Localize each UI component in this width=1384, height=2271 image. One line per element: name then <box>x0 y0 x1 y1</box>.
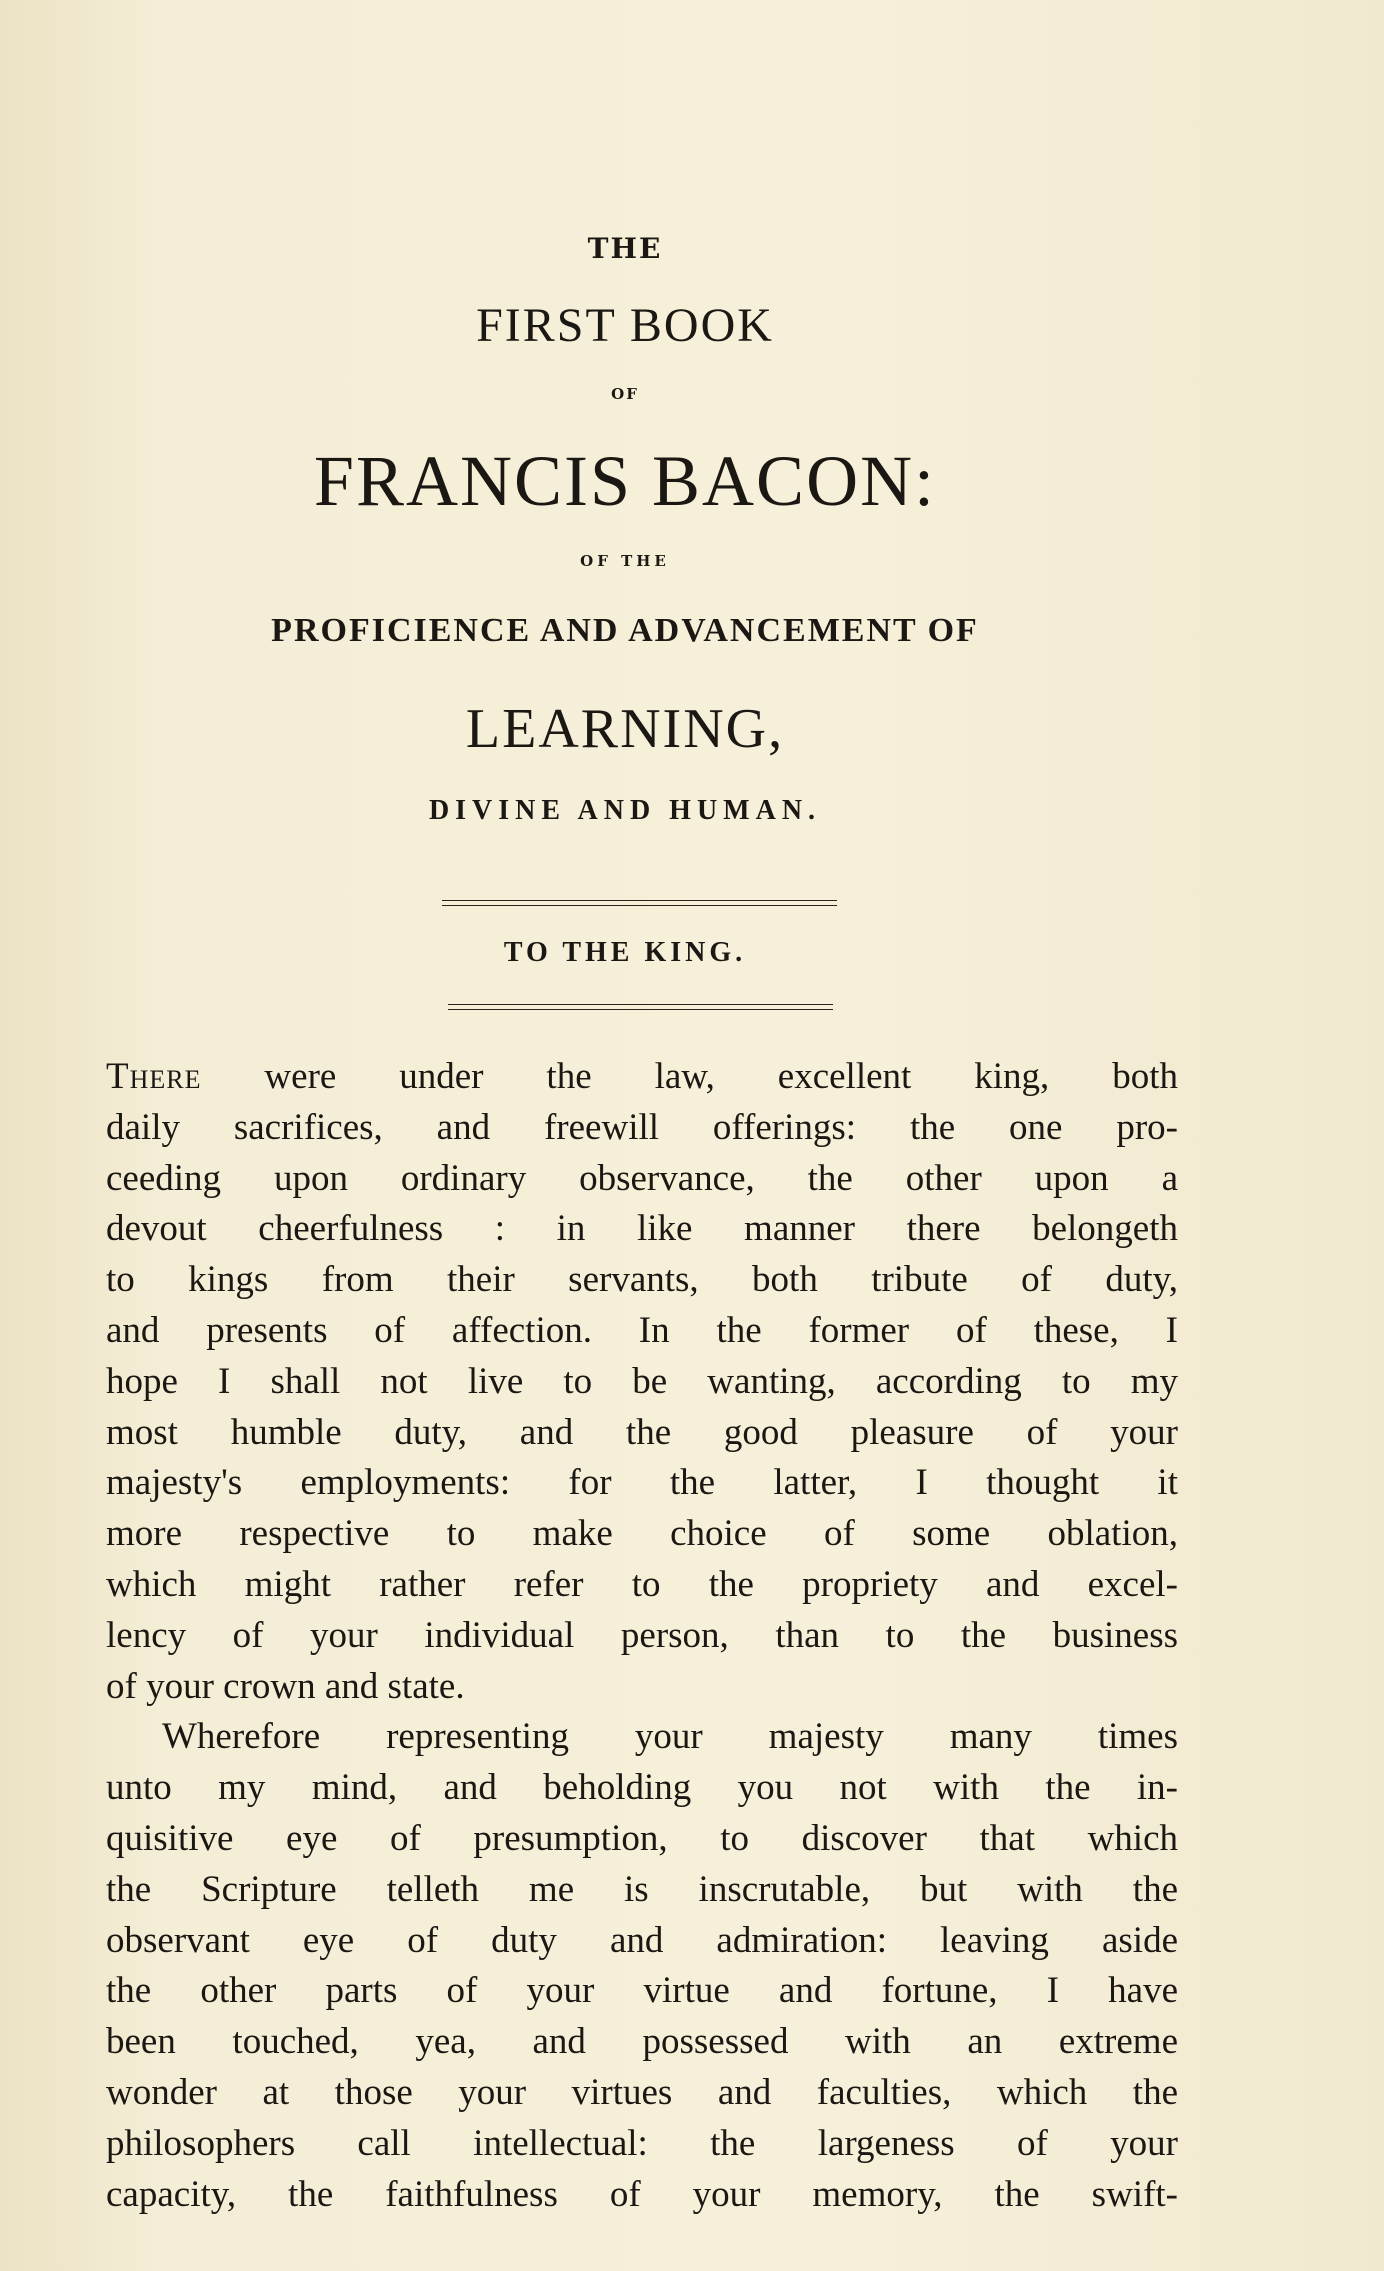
paragraph-2-line: wonder at those your virtues and faculties, which the <box>106 2071 1178 2113</box>
title-first-book: FIRST BOOK <box>476 299 774 352</box>
paragraph-2-line: observant eye of duty and admiration: leaving aside <box>106 1919 1178 1961</box>
paragraph-1-line: most humble duty, and the good pleasure of your <box>106 1411 1178 1453</box>
paragraph-1-line: devout cheerfulness : in like manner there belongeth <box>106 1208 1178 1250</box>
divider-rule-bottom <box>448 1004 833 1005</box>
drop-word: There <box>106 1056 202 1097</box>
title-subject: PROFICIENCE AND ADVANCEMENT OF <box>271 612 979 649</box>
title-learning: LEARNING, <box>465 698 785 760</box>
paragraph-2-line: the other parts of your virtue and fortune, I have <box>106 1970 1178 2012</box>
paragraph-1-line: majesty's employments: for the latter, I thought it <box>106 1462 1178 1504</box>
paragraph-1-line: lency of your individual person, than to the business <box>106 1614 1178 1656</box>
paragraph-1-line: which might rather refer to the propriety and excel- <box>106 1563 1178 1605</box>
paragraph-1-line: and presents of affection. In the former of these, I <box>106 1309 1178 1351</box>
title-the: THE <box>587 232 663 265</box>
dedication-heading: TO THE KING. <box>503 937 747 968</box>
title-divine-human: DIVINE AND HUMAN. <box>428 795 822 826</box>
paragraph-1-line: hope I shall not live to be wanting, according to my <box>106 1360 1178 1402</box>
paragraph-2-line: Wherefore representing your majesty many times <box>162 1716 1178 1758</box>
body-text <box>106 1052 1178 2220</box>
paragraph-1-line: more respective to make choice of some oblation, <box>106 1513 1178 1555</box>
title-author: FRANCIS BACON: <box>313 441 937 521</box>
title-of-the: OF THE <box>580 552 670 570</box>
paragraph-2-line: been touched, yea, and possessed with an extreme <box>106 2021 1178 2063</box>
paragraph-1-line-1 <box>106 1052 1178 1103</box>
paragraph-1-line: daily sacrifices, and freewill offerings: the one pro- <box>106 1106 1178 1148</box>
first-line-rest: were under the law, excellent king, both <box>201 1056 1178 1097</box>
paragraph-2-line: the Scripture telleth me is inscrutable, but with the <box>106 1868 1178 1910</box>
paragraph-1-line: ceeding upon ordinary observance, the other upon a <box>106 1157 1178 1199</box>
paragraph-2-line: quisitive eye of presumption, to discover that which <box>106 1817 1178 1859</box>
divider-rule-top <box>442 900 837 901</box>
paragraph-1-line: to kings from their servants, both tribute of duty, <box>106 1259 1178 1301</box>
paragraph-2-line: capacity, the faithfulness of your memory, the swift- <box>106 2173 1178 2215</box>
paragraph-2-line: unto my mind, and beholding you not with the in- <box>106 1767 1178 1809</box>
paragraph-2-line: philosophers call intellectual: the largeness of your <box>106 2122 1178 2164</box>
divider-rule-top-inner <box>442 905 837 906</box>
title-of: OF <box>611 385 639 403</box>
divider-rule-bottom-inner <box>448 1009 833 1010</box>
paragraph-1-line: of your crown and state. <box>106 1665 465 1707</box>
